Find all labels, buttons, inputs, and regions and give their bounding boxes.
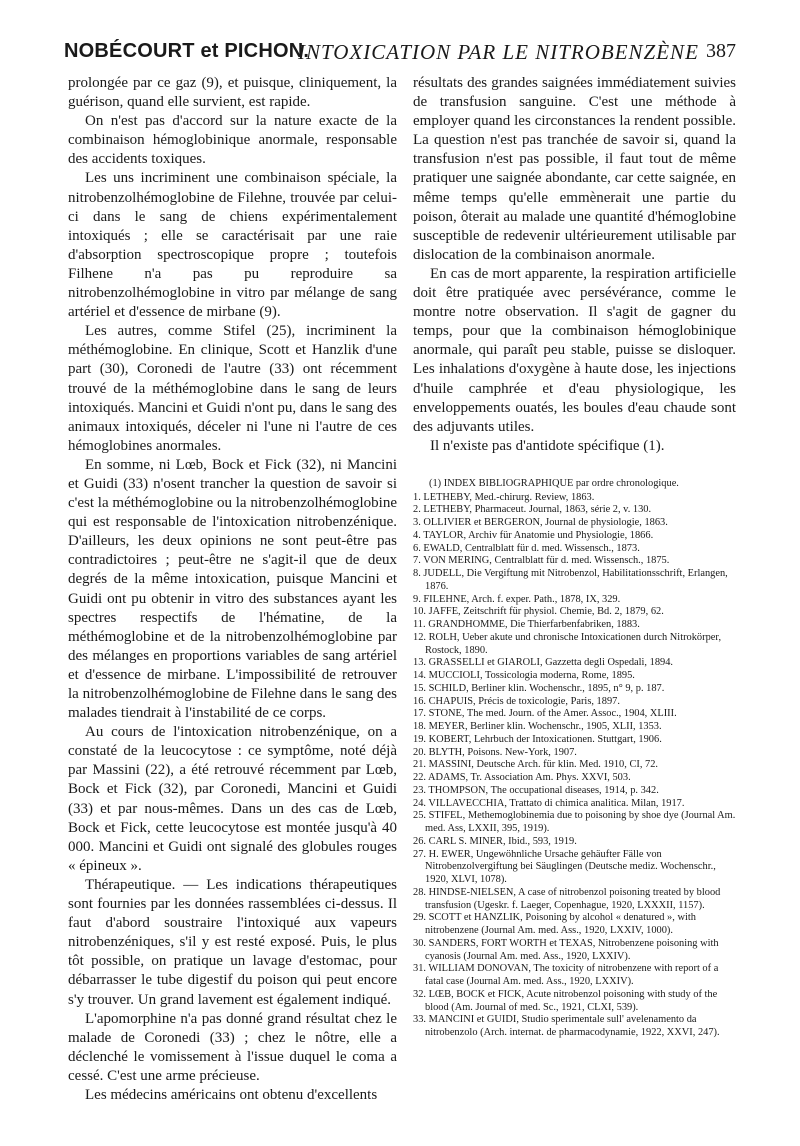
paragraph: prolongée par ce gaz (9), et puisque, cliniquement, la guérison, quand elle survient, est rapide. [68, 75, 397, 111]
reference-item: 30. SANDERS, FORT WORTH et TEXAS, Nitrobenzene poisoning with cyanosis (Journal Am. med. Ass., 1920, LXXIV). [413, 937, 719, 962]
reference-item: 25. STIFEL, Methemoglobinemia due to poisoning by shoe dye (Journal Am. med. Ass, LXXII, 395, 1919). [413, 810, 736, 835]
paragraph: Les médecins américains ont obtenu d'excellents [85, 1086, 378, 1103]
paragraph: On n'est pas d'accord sur la nature exacte de la combinaison hémoglobinique anormale, responsable des accidents toxiques. [68, 113, 397, 168]
paragraph: Les uns incriminent une combinaison spéciale, la nitrobenzolhémoglobine de Filehne, trouvée par celui-ci dans le sang de chiens expérimentalement intoxiqués ; elle se caractérisait par une raie d'absorption spectroscopique propre ; toutefois Filhene n'a pas pu reproduire sa nitrobenzolhémoglobine in vitro par mélange de sang artériel et d'essence de mirbane (9). [68, 170, 397, 321]
reference-item: 29. SCOTT et HANZLIK, Poisoning by alcohol « denatured », with nitrobenzene (Journal Am. med. Ass., 1920, LXXIV, 1000). [413, 912, 696, 937]
reference-item: 3. OLLIVIER et BERGERON, Journal de physiologie, 1863. [413, 517, 668, 529]
reference-item: 21. MASSINI, Deutsche Arch. für klin. Med. 1910, CI, 72. [413, 759, 659, 771]
reference-item: 11. GRANDHOMME, Die Thierfarbenfabriken, 1883. [413, 619, 640, 631]
reference-item: 14. MUCCIOLI, Tossicologia moderna, Rome, 1895. [413, 670, 635, 682]
reference-item: 27. H. EWER, Ungewöhnliche Ursache gehäufter Fälle von Nitrobenzolvergiftung bei Säuglingen (Deutsche mediz. Wochenschr., 1920, XLVI, 1078). [413, 848, 716, 886]
page-number: 387 [706, 40, 736, 62]
running-header [64, 40, 736, 70]
reference-item: 15. SCHILD, Berliner klin. Wochenschr., 1895, n° 9, p. 187. [413, 682, 665, 694]
reference-item: 6. EWALD, Centralblatt für d. med. Wissensch., 1873. [413, 542, 640, 554]
paragraph: Il n'existe pas d'antidote spécifique (1). [430, 437, 665, 454]
reference-item: 24. VILLAVECCHIA, Trattato di chimica analitica. Milan, 1917. [413, 797, 685, 809]
reference-item: 31. WILLIAM DONOVAN, The toxicity of nitrobenzene with report of a fatal case (Journal Am. med. Ass., 1920, LXXIV). [413, 963, 719, 988]
paragraph: Les autres, comme Stifel (25), incriminent la méthémoglobine. En clinique, Scott et Hanzlik d'une part (30), Coronedi de l'autre (33) ont récemment trouvé de la méthémoglobine dans le sang de leurs intoxiqués. Mancini et Guidi n'ont pu, dans le sang des animaux intoxiqués, déceler ni l'une ni l'autre de ces hémoglobines anormales. [68, 323, 397, 454]
reference-item: 26. CARL S. MINER, Ibid., 593, 1919. [413, 835, 577, 847]
bibliography-heading: (1) INDEX BIBLIOGRAPHIQUE par ordre chronologique. [429, 477, 679, 489]
reference-item: 20. BLYTH, Poisons. New-York, 1907. [413, 746, 577, 758]
reference-item: 22. ADAMS, Tr. Association Am. Phys. XXVI, 503. [413, 772, 631, 784]
reference-item: 10. JAFFE, Zeitschrift für physiol. Chemie, Bd. 2, 1879, 62. [413, 606, 664, 618]
right-column [413, 74, 736, 1040]
reference-item: 4. TAYLOR, Archiv für Anatomie und Physiologie, 1866. [413, 529, 654, 541]
right-column-text [413, 74, 736, 456]
bibliography [413, 478, 736, 1040]
reference-item: 12. ROLH, Ueber akute und chronische Intoxicationen durch Nitrokörper, Rostock, 1890. [413, 631, 722, 656]
reference-item: 8. JUDELL, Die Vergiftung mit Nitrobenzol, Habilitationsschrift, Erlangen, 1876. [413, 568, 728, 592]
paragraph: Au cours de l'intoxication nitrobenzénique, on a constaté de la leucocytose : ce symptôme, noté déjà par Massini (22), a été retrouvé récemment par Lœb, Bock et Fick (32), par Coronedi, Mancini et Guidi (33) et par nous-mêmes. Dans un des cas de Lœb, Bock et Fick, cette leucocytose est montée jusqu'à 40 000. Mancini et Guidi ont signalé des globules rouges « épineux ». [68, 724, 397, 874]
reference-item: 32. LŒB, BOCK et FICK, Acute nitrobenzol poisoning with study of the blood (Am. Journal of med. Sc., 1921, CLXI, 539). [413, 988, 718, 1013]
left-column [68, 74, 397, 1105]
reference-list [413, 492, 736, 1040]
header-title: INTOXICATION PAR LE NITROBENZÈNE [298, 40, 699, 64]
reference-item: 18. MEYER, Berliner klin. Wochenschr., 1905, XLII, 1353. [413, 721, 662, 733]
reference-item: 16. CHAPUIS, Précis de toxicologie, Paris, 1897. [413, 695, 620, 707]
reference-item: 9. FILEHNE, Arch. f. exper. Path., 1878, IX, 329. [413, 593, 621, 605]
reference-item: 23. THOMPSON, The occupational diseases, 1914, p. 342. [413, 784, 659, 796]
reference-item: 7. VON MERING, Centralblatt für d. med. Wissensch., 1875. [413, 555, 670, 567]
reference-item: 2. LETHEBY, Pharmaceut. Journal, 1863, série 2, v. 130. [413, 504, 652, 516]
reference-item: 33. MANCINI et GUIDI, Studio sperimentale sull' avelenamento da nitrobenzolo (Arch. internat. de pharmacodynamie, 1922, XXVI, 247). [413, 1014, 720, 1039]
reference-item: 28. HINDSE-NIELSEN, A case of nitrobenzol poisoning treated by blood transfusion (Ugeskr. f. Laeger, Copenhague, 1920, LXXXII, 1157). [413, 886, 721, 911]
reference-item: 19. KOBERT, Lehrbuch der Intoxicationen. Stuttgart, 1906. [413, 733, 662, 745]
paragraph: résultats des grandes saignées immédiatement suivies de transfusion sanguine. C'est une méthode à employer quand les circonstances la rendent possible. La question n'est pas tranchée de savoir si, quand la transfusion n'est pas possible, il faut tout de même pratiquer une saignée abondante, car cette saignée, en même temps qu'elle emmènerait une partie du poison, ôterait au malade une quantité d'hémoglobine susceptible de redevenir ultérieurement utilisable par dislocation de la combinaison anormale. [413, 75, 736, 263]
paragraph: En cas de mort apparente, la respiration artificielle doit être pratiquée avec persévérance, comme le montre notre observation. Il s'agit de gagner du temps, pour que la combinaison hémoglobinique anormale, qui paraît peu stable, puisse se disloquer. Les inhalations d'oxygène à haute dose, les injections d'huile camphrée et d'eau physiologique, les enveloppements ouatés, les boules d'eau chaude sont des adjuvants utiles. [413, 265, 736, 435]
header-authors: NOBÉCOURT et PICHON. [64, 40, 310, 62]
paragraph: L'apomorphine n'a pas donné grand résultat chez le malade de Coronedi (33) ; chez le nôtre, elle a déclenché le vomissement à l'issue duquel le coma a cessé. C'est une arme précieuse. [68, 1010, 397, 1084]
paragraph: Thérapeutique. — Les indications thérapeutiques sont fournies par les données rassemblées ci-dessus. Il faut d'abord soustraire l'intoxiqué aux vapeurs nitrobenzéniques, s'il y est resté exposé. Puis, le plus tôt possible, on pratique un lavage d'estomac, pour débarrasser le tube digestif du poison qui peut encore s'y trouver. Un grand lavement est également indiqué. [68, 876, 397, 1008]
reference-item: 13. GRASSELLI et GIAROLI, Gazzetta degli Ospedali, 1894. [413, 657, 673, 669]
reference-item: 1. LETHEBY, Med.-chirurg. Review, 1863. [413, 491, 595, 503]
reference-item: 17. STONE, The med. Journ. of the Amer. Assoc., 1904, XLIII. [413, 708, 677, 720]
paragraph: En somme, ni Lœb, Bock et Fick (32), ni Mancini et Guidi (33) n'osent trancher la question de savoir si c'est la méthémoglobine ou la nitrobenzolhémoglobine qui est responsable de l'intoxication nitrobenzénique. D'ailleurs, les deux opinions ne sont peut-être pas contradictoires ; peut-être ne s'agit-il que de deux degrés de la même intoxication, puisque Mancini et Guidi ont pu obtenir in vitro des substances ayant les spectres respectifs de l'hématine, de la méthémoglobine et de la nitrobenzolhémoglobine par des mélanges en proportions variables de sang artériel et d'essence de mirbane. L'impossibilité de retrouver la nitrobenzolhémoglobine de Filehne dans le sang des malades tiendrait à l'instabilité de ce corps. [68, 456, 397, 722]
